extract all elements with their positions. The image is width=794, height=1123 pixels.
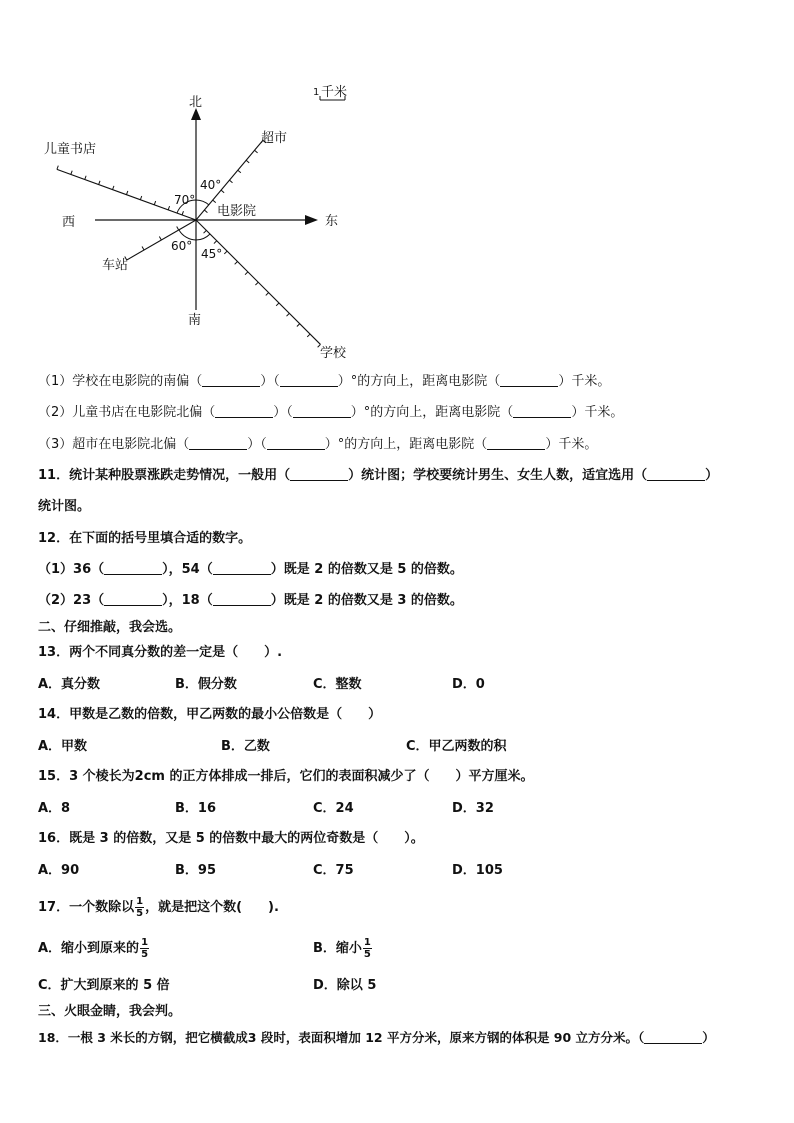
answer-blank[interactable] (267, 437, 325, 450)
answer-blank[interactable] (104, 593, 162, 606)
scale-tick (204, 210, 207, 213)
q16-option-c[interactable]: C．75 (313, 863, 354, 878)
section-3-heading: 三、火眼金睛，我会判。 (38, 1004, 182, 1019)
answer-blank[interactable] (215, 405, 273, 418)
q12-part1: （1）36（ ），54（ ）既是 2 的倍数又是 5 的倍数。 (38, 562, 463, 577)
q10-part3: （3）超市在电影院北偏（ ）（ ）°的方向上，距离电影院（ ）千米。 (38, 437, 598, 452)
answer-blank[interactable] (500, 374, 558, 387)
scale-tick (246, 160, 249, 163)
scale-tick (255, 150, 258, 153)
scale-tick (177, 227, 179, 230)
scale-tick (235, 261, 238, 264)
q15-option-a[interactable]: A．8 (38, 801, 71, 816)
place-school: 学校 (320, 346, 347, 361)
answer-blank[interactable] (293, 405, 351, 418)
answer-blank[interactable] (202, 374, 260, 387)
answer-blank[interactable] (647, 468, 705, 481)
q10-part2: （2）儿童书店在电影院北偏（ ）（ ）°的方向上，距离电影院（ ）千米。 (38, 405, 624, 420)
angle-40: 40° (200, 178, 222, 192)
scale-tick (126, 191, 127, 195)
scale-tick (140, 196, 141, 200)
q13-stem: 13．两个不同真分数的差一定是（ ）. (38, 645, 283, 660)
q10-part1: （1）学校在电影院的南偏（ ）（ ）°的方向上，距离电影院（ ）千米。 (38, 374, 611, 389)
scale-tick (113, 186, 114, 190)
scale-tick (266, 293, 269, 296)
scale-tick (142, 247, 144, 250)
q11-line1: 11．统计某种股票涨跌走势情况，一般用（ ）统计图；学校要统计男生、女生人数，适宜选用（ ） (38, 468, 719, 483)
q15-option-b[interactable]: B．16 (175, 801, 216, 816)
fraction-one-fifth: $\frac{1}{5}$ (363, 937, 371, 960)
scale-tick (154, 201, 155, 205)
scale-label: 千米 (321, 85, 348, 100)
q17-option-b[interactable]: B．缩小 $\frac{1}{5}$ (313, 937, 371, 960)
q13-option-c[interactable]: C．整数 (313, 677, 362, 692)
q14-option-a[interactable]: A．甲数 (38, 739, 88, 754)
angle-70: 70° (174, 193, 196, 207)
q13-option-a[interactable]: A．真分数 (38, 677, 101, 692)
answer-blank[interactable] (487, 437, 545, 450)
answer-blank[interactable] (644, 1031, 702, 1044)
answer-blank[interactable] (513, 405, 571, 418)
scale-tick (224, 251, 227, 254)
scale-tick (71, 171, 72, 175)
q15-option-d[interactable]: D．32 (452, 801, 494, 816)
fraction-one-fifth: $\frac{1}{5}$ (136, 896, 144, 919)
scale-tick (307, 334, 310, 337)
q13-option-b[interactable]: B．假分数 (175, 677, 237, 692)
east-label: 东 (325, 214, 339, 229)
q13-option-d[interactable]: D．0 (452, 677, 485, 692)
scale-tick (85, 176, 86, 180)
answer-blank[interactable] (280, 374, 338, 387)
q17-stem: 17．一个数除以 $\frac{1}{5}$ ，就是把这个数( ). (38, 896, 279, 919)
west-label: 西 (62, 215, 76, 230)
fraction-one-fifth: $\frac{1}{5}$ (141, 937, 149, 960)
answer-blank[interactable] (213, 593, 271, 606)
q14-option-b[interactable]: B．乙数 (221, 739, 270, 754)
scale-tick (238, 170, 241, 173)
scale-tick (287, 313, 290, 316)
scale-tick (245, 272, 248, 275)
answer-blank[interactable] (189, 437, 247, 450)
angle-45: 45° (201, 247, 223, 261)
q12-part2: （2）23（ ），18（ ）既是 2 的倍数又是 3 的倍数。 (38, 593, 463, 608)
q17-option-c[interactable]: C．扩大到原来的 5 倍 (38, 978, 170, 993)
scale-tick (214, 241, 217, 244)
q16-option-d[interactable]: D．105 (452, 863, 503, 878)
answer-blank[interactable] (290, 468, 348, 481)
q17-option-d[interactable]: D．除以 5 (313, 978, 377, 993)
q17-option-a[interactable]: A．缩小到原来的 $\frac{1}{5}$ (38, 937, 149, 960)
q16-option-b[interactable]: B．95 (175, 863, 216, 878)
answer-blank[interactable] (213, 562, 271, 575)
scale-tick (182, 211, 183, 215)
q16-stem: 16．既是 3 的倍数，又是 5 的倍数中最大的两位奇数是（ ）。 (38, 831, 424, 846)
q14-option-c[interactable]: C．甲乙两数的积 (406, 739, 507, 754)
q15-stem: 15．3 个棱长为2cm 的正方体排成一排后，它们的表面积减少了（ ）平方厘米。 (38, 769, 534, 784)
scale-tick (229, 180, 232, 183)
scale-tick (297, 324, 300, 327)
place-supermarket: 超市 (261, 131, 288, 146)
scale-tick (168, 206, 169, 210)
q12-title: 12．在下面的括号里填合适的数字。 (38, 531, 252, 546)
scale-bar (313, 84, 347, 100)
section-2-heading: 二、仔细推敲，我会选。 (38, 620, 182, 635)
q18-stem: 18．一根 3 米长的方钢，把它横截成3 段时，表面积增加 12 平方分米，原来方钢的体积是 90 立方分米。（ ） (38, 1030, 715, 1045)
answer-blank[interactable] (104, 562, 162, 575)
place-cinema: 电影院 (217, 204, 257, 219)
place-station: 车站 (102, 258, 129, 273)
scale-tick (159, 237, 161, 240)
direction-map (0, 0, 794, 370)
scale-tick (276, 303, 279, 306)
scale-tick (57, 166, 58, 170)
place-bookstore: 儿童书店 (44, 142, 97, 157)
north-label: 北 (189, 95, 203, 110)
scale-tick (213, 200, 216, 203)
q14-stem: 14．甲数是乙数的倍数，甲乙两数的最小公倍数是（ ） (38, 707, 382, 722)
q11-line2: 统计图。 (38, 499, 91, 514)
south-label: 南 (188, 313, 202, 328)
scale-tick (221, 190, 224, 193)
scale-tick (99, 181, 100, 185)
q16-option-a[interactable]: A．90 (38, 863, 80, 878)
scale-number: 1 (313, 87, 320, 98)
scale-tick (204, 230, 207, 233)
angle-60: 60° (171, 239, 193, 253)
scale-tick (255, 282, 258, 285)
q15-option-c[interactable]: C．24 (313, 801, 354, 816)
